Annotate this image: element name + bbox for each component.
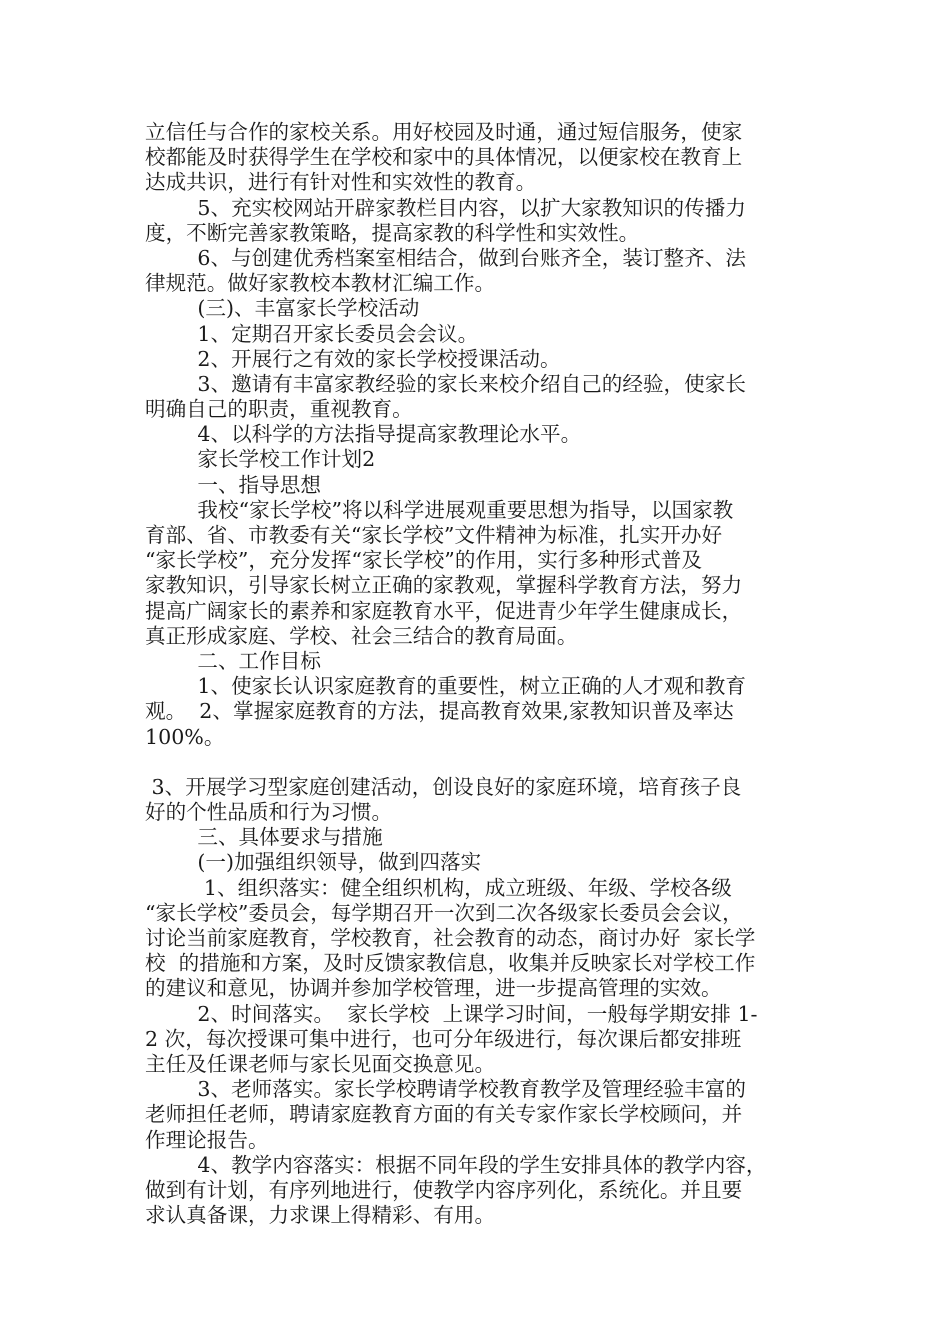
text-line: 观。 2、掌握家庭教育的方法，提高教育效果,家教知识普及率达 <box>145 699 734 724</box>
text-line: 校 的措施和方案，及时反馈家教信息，收集并反映家长对学校工作 <box>145 951 756 976</box>
text-line: 主任及任课老师与家长见面交换意见。 <box>145 1051 496 1076</box>
text-line: 家长学校工作计划2 <box>145 447 376 472</box>
text-line: 3、老师落实。家长学校聘请学校教育教学及管理经验丰富的 <box>145 1077 746 1102</box>
text-line: 真正形成家庭、学校、社会三结合的教育局面。 <box>145 623 578 648</box>
text-line: 3、邀请有丰富家教经验的家长来校介绍自己的经验，使家长 <box>145 371 746 396</box>
text-line: 我校“家长学校”将以科学进展观重要思想为指导，以国家教 <box>145 497 734 522</box>
text-line: “家长学校”，充分发挥“家长学校”的作用，实行多种形式普及 <box>145 548 702 573</box>
text-line: 2、开展行之有效的家长学校授课活动。 <box>145 346 561 371</box>
text-line: 2、时间落实。 家长学校 上课学习时间，一般每学期安排 1- <box>145 1001 758 1026</box>
text-line: 育部、省、市教委有关“家长学校”文件精神为标准，扎实开办好 <box>145 523 723 547</box>
text-line: 的建议和意见，协调并参加学校管理，进一步提高管理的实效。 <box>145 976 722 1001</box>
text-line: 讨论当前家庭教育，学校教育，社会教育的动态，商讨办好 家长学 <box>145 926 756 950</box>
text-line: 律规范。做好家教校本教材汇编工作。 <box>145 271 496 296</box>
text-line: 3、开展学习型家庭创建活动，创设良好的家庭环境，培育孩子良 <box>145 774 742 799</box>
text-line: 度，不断完善家教策略，提高家教的科学性和实效性。 <box>145 220 640 245</box>
text-line: 家教知识，引导家长树立正确的家教观，掌握科学教育方法，努力 <box>145 573 743 598</box>
text-line: 老师担任老师，聘请家庭教育方面的有关专家作家长学校顾问，并 <box>145 1102 743 1127</box>
text-line: 4、以科学的方法指导提高家教理论水平。 <box>145 422 582 447</box>
text-line: 做到有计划，有序列地进行，使教学内容序列化，系统化。并且要 <box>145 1177 743 1202</box>
document-body <box>145 120 817 1228</box>
text-line: 立信任与合作的家校关系。用好校园及时通，通过短信服务，使家 <box>145 120 743 144</box>
text-line: 作理论报告。 <box>145 1127 269 1152</box>
text-line: 好的个性品质和行为习惯。 <box>145 800 393 825</box>
text-line: 5、充实校网站开辟家教栏目内容，以扩大家教知识的传播力 <box>145 195 746 220</box>
text-line: 达成共识，进行有针对性和实效性的教育。 <box>145 170 537 195</box>
text-line: 求认真备课，力求课上得精彩、有用。 <box>145 1203 496 1228</box>
text-line: 1、定期召开家长委员会会议。 <box>145 321 479 346</box>
text-line: 4、教学内容落实：根据不同年段的学生安排具体的教学内容， <box>145 1152 767 1177</box>
text-line: 三、具体要求与措施 <box>145 825 383 850</box>
text-line: 校都能及时获得学生在学校和家中的具体情况，以便家校在教育上 <box>145 145 743 170</box>
text-line: 6、与创建优秀档案室相结合，做到台账齐全，装订整齐、法 <box>145 245 746 270</box>
text-line: 100%。 <box>145 724 225 749</box>
text-line: 提高广阔家长的素养和家庭教育水平，促进青少年学生健康成长， <box>145 598 743 623</box>
text-line: 二、工作目标 <box>145 648 321 673</box>
blank-line <box>145 750 817 775</box>
text-line: “家长学校”委员会，每学期召开一次到二次各级家长委员会会议， <box>145 900 743 925</box>
text-line: 明确自己的职责，重视教育。 <box>145 397 413 422</box>
text-line: 1、组织落实：健全组织机构，成立班级、年级、学校各级 <box>145 875 732 900</box>
text-line: 1、使家长认识家庭教育的重要性，树立正确的人才观和教育 <box>145 674 746 699</box>
text-line: 2 次，每次授课可集中进行，也可分年级进行，每次课后都安排班 <box>145 1026 742 1051</box>
text-line: (三)、丰富家长学校活动 <box>145 296 420 321</box>
text-line: (一)加强组织领导，做到四落实 <box>145 850 482 875</box>
text-line: 一、指导思想 <box>145 472 321 497</box>
